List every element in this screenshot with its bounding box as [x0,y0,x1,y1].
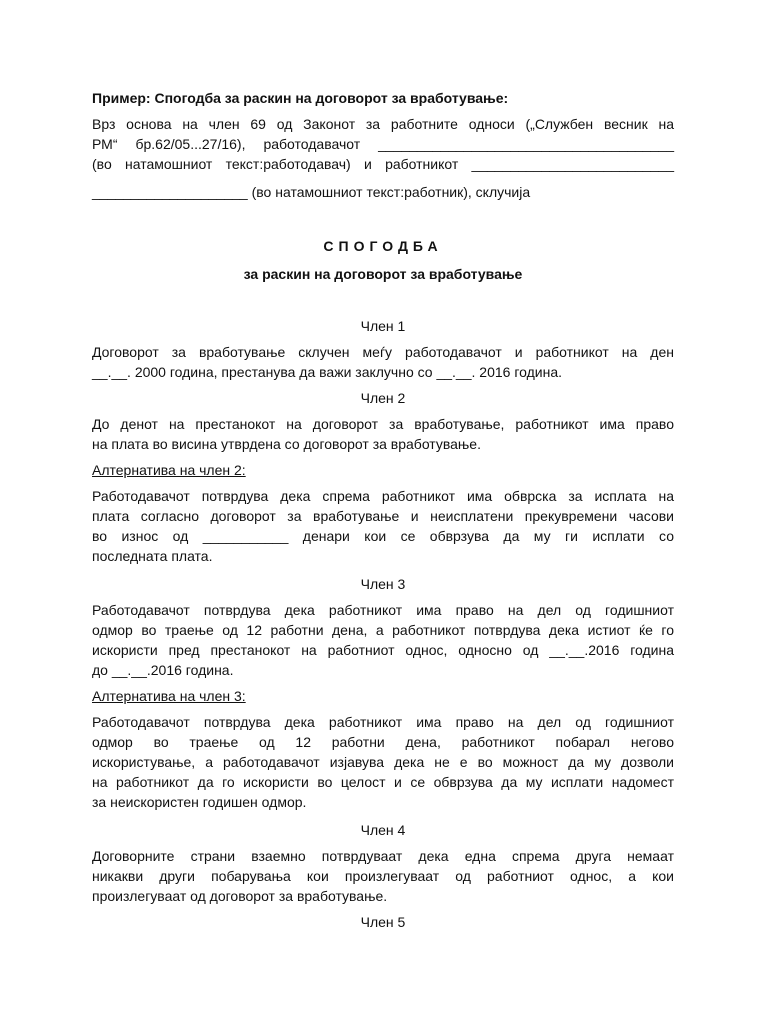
article-2-label: Член 2 [360,390,406,406]
article-4-text [92,846,674,906]
document-heading: Пример: Спогодба за раскин на договорот за вработување: [92,90,509,106]
article-1-line-2: __.__. 2000 година, престанува да важи заклучно со __.__. 2016 година. [92,364,562,380]
alternative-3-line-3: искористување, а работодавачот изјавува дека не е во можност да му дозволи [92,754,674,770]
intro-line-4: ____________________ (во натамошниот текст:работник), склучија [92,184,531,200]
alternative-3-line-4: на работникот да го искористи во целост и се обврзува да му исплати надомест [92,774,674,790]
alternative-2-label: Алтернатива на член 2: [92,462,246,478]
article-1-text [92,342,674,382]
article-3-label: Член 3 [360,576,406,592]
article-2-text [92,414,674,454]
intro-line-3: (во натамошниот текст:работодавач) и работникот __________________________ [92,156,674,172]
alternative-3-line-5: за неискористен годишен одмор. [92,794,307,810]
article-4-line-2: никакви други побарувања кои произлегуваат од работниот однос, а кои [92,868,674,884]
agreement-subtitle: за раскин на договорот за вработување [243,266,523,282]
article-3-line-3: искористи пред престанокот на работниот однос, односно од __.__.2016 година [92,642,674,658]
article-4-line-1: Договорните страни взаемно потврдуваат дека една спрема друга немаат [92,848,674,864]
article-2-line-2: на плата во висина утврдена со договорот за вработување. [92,436,481,452]
article-3-line-2: одмор во траење од 12 работни дена, а работникот потврдува дека истиот ќе го [92,622,674,638]
intro-line-1: Врз основа на член 69 од Законот за работните односи („Службен весник на [92,116,674,132]
alternative-3-text [92,712,674,812]
intro-line-2: РМ“ бр.62/05...27/16), работодавачот ______________________________________ [92,136,674,152]
alternative-2-line-3: во износ од ___________ денари кои се обврзува да му ги исплати со [92,528,674,544]
alternative-2-text [92,486,674,566]
article-3-line-4: до __.__.2016 година. [92,662,234,678]
article-3-text [92,600,674,680]
alternative-3-label: Алтернатива на член 3: [92,688,246,704]
article-5-label: Член 5 [360,914,406,930]
agreement-title: СПОГОДБА [323,238,443,254]
document-page [92,88,674,932]
alternative-3-line-2: одмор во траење од 12 работни дена, работникот побарал негово [92,734,674,750]
article-2-line-1: До денот на престанокот на договорот за вработување, работникот има право [92,416,674,432]
article-1-line-1: Договорот за вработување склучен меѓу работодавачот и работникот на ден [92,344,674,360]
alternative-2-line-2: плата согласно договорот за вработување и неисплатени прекувремени часови [92,508,674,524]
intro-paragraph [92,114,674,202]
article-3-line-1: Работодавачот потврдува дека работникот има право на дел од годишниот [92,602,674,618]
alternative-2-line-1: Работодавачот потврдува дека спрема работникот има обврска за исплата на [92,488,674,504]
alternative-2-line-4: последната плата. [92,548,213,564]
alternative-3-line-1: Работодавачот потврдува дека работникот има право на дел од годишниот [92,714,674,730]
article-4-label: Член 4 [360,822,406,838]
article-1-label: Член 1 [360,318,406,334]
article-4-line-3: произлегуваат од договорот за вработување. [92,888,388,904]
